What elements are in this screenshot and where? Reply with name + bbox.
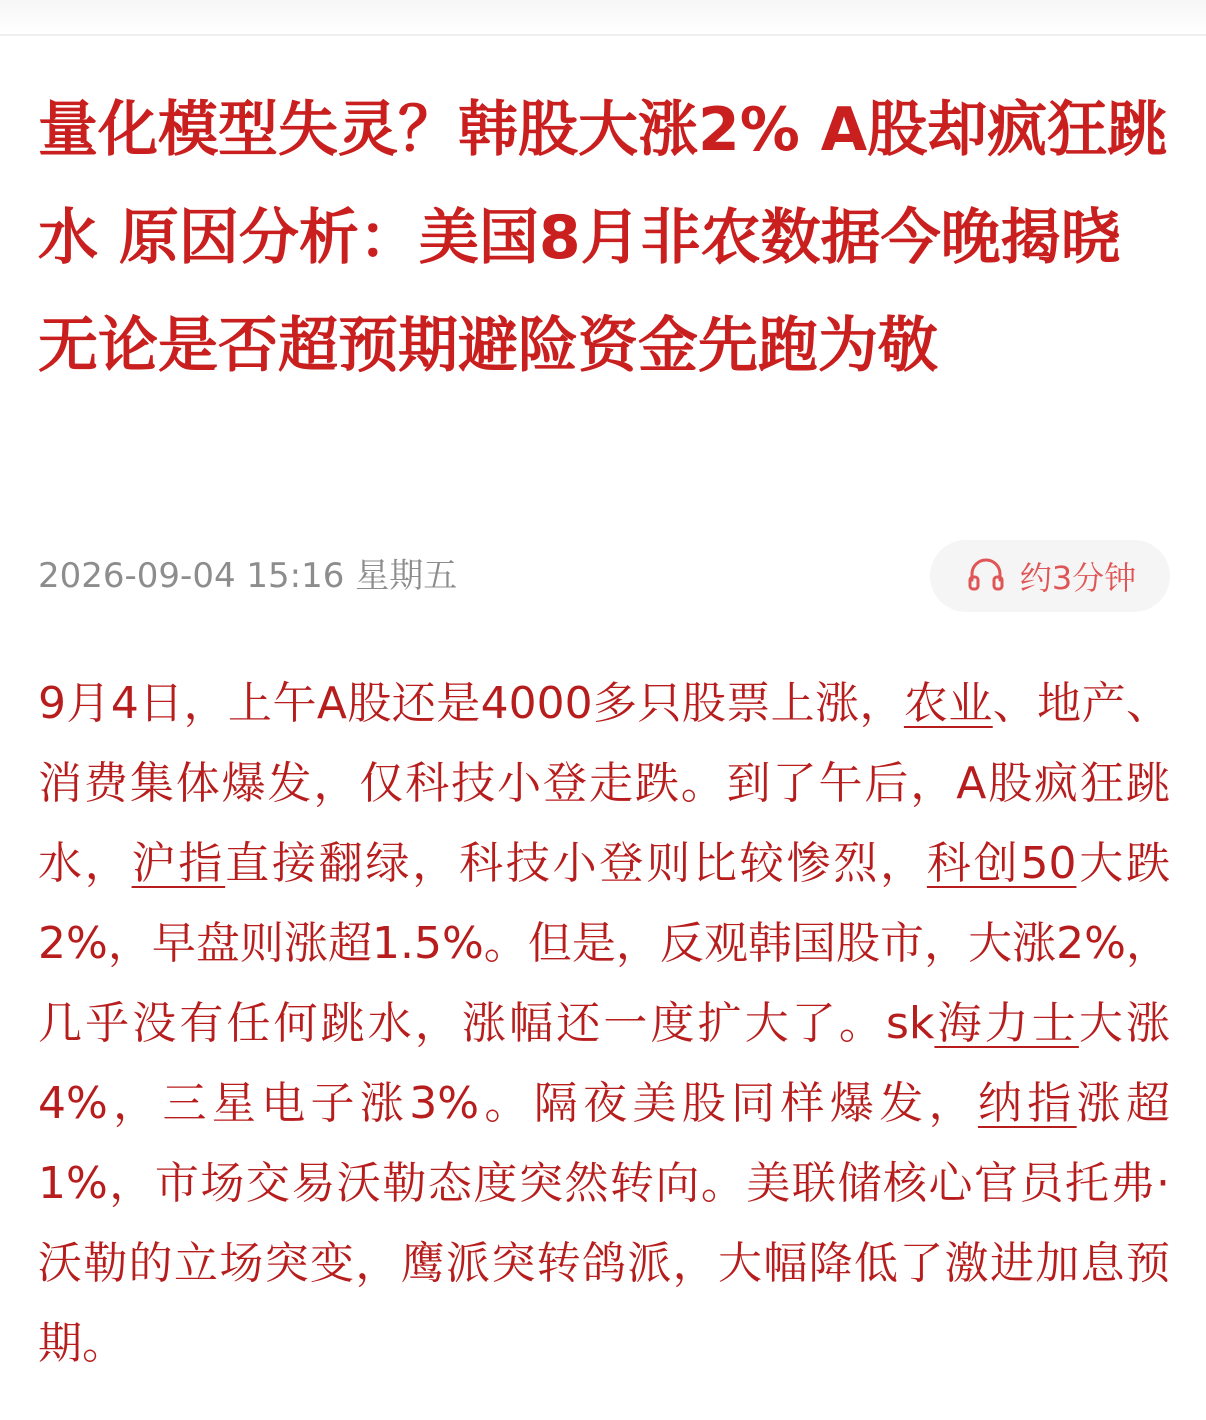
body-text: 大涨4%，三星电子涨3%。隔夜美股同样爆发，: [38, 998, 1171, 1129]
article-title: 量化模型失灵？韩股大涨2% A股却疯狂跳水 原因分析：美国8月非农数据今晚揭晓 无论是否超预期避险资金先跑为敬: [38, 95, 1168, 381]
body-text: 9月4日，上午A股还是4000多只股票上涨，: [38, 678, 904, 729]
body-text: 直接翻绿，科技小登则比较惨烈，: [225, 838, 927, 889]
divider: [0, 34, 1206, 36]
stock-link[interactable]: 海力士: [934, 998, 1079, 1049]
publish-time: 2026-09-04 15:16 星期五: [38, 556, 458, 596]
article-meta: [38, 540, 1170, 612]
article-body: [38, 664, 1170, 1384]
stock-link[interactable]: 科创50: [926, 838, 1077, 889]
body-text: 涨超1%，市场交易沃勒态度突然转向。美联储核心官员托弗·沃勒的立场突变，鹰派突转鸽派，大幅降低了激进加息预期。: [38, 1078, 1171, 1369]
bottom-fade: [0, 1390, 1206, 1420]
headphones-icon: [964, 552, 1008, 600]
stock-link[interactable]: 农业: [903, 678, 993, 729]
stock-link[interactable]: 纳指: [977, 1078, 1077, 1129]
stock-link[interactable]: 沪指: [131, 838, 226, 889]
body-text: 大跌2%，早盘则涨超1.5%。但是，反观韩国股市，大涨2%，几乎没有任何跳水，涨幅还一度扩大了。sk: [38, 838, 1171, 1049]
listen-button[interactable]: [930, 540, 1170, 612]
top-bar: [0, 0, 1206, 34]
body-text: 、地产、消费集体爆发，仅科技小登走跌。到了午后，A股疯狂跳水，: [38, 678, 1170, 889]
listen-duration: 约3分钟: [1019, 559, 1137, 597]
